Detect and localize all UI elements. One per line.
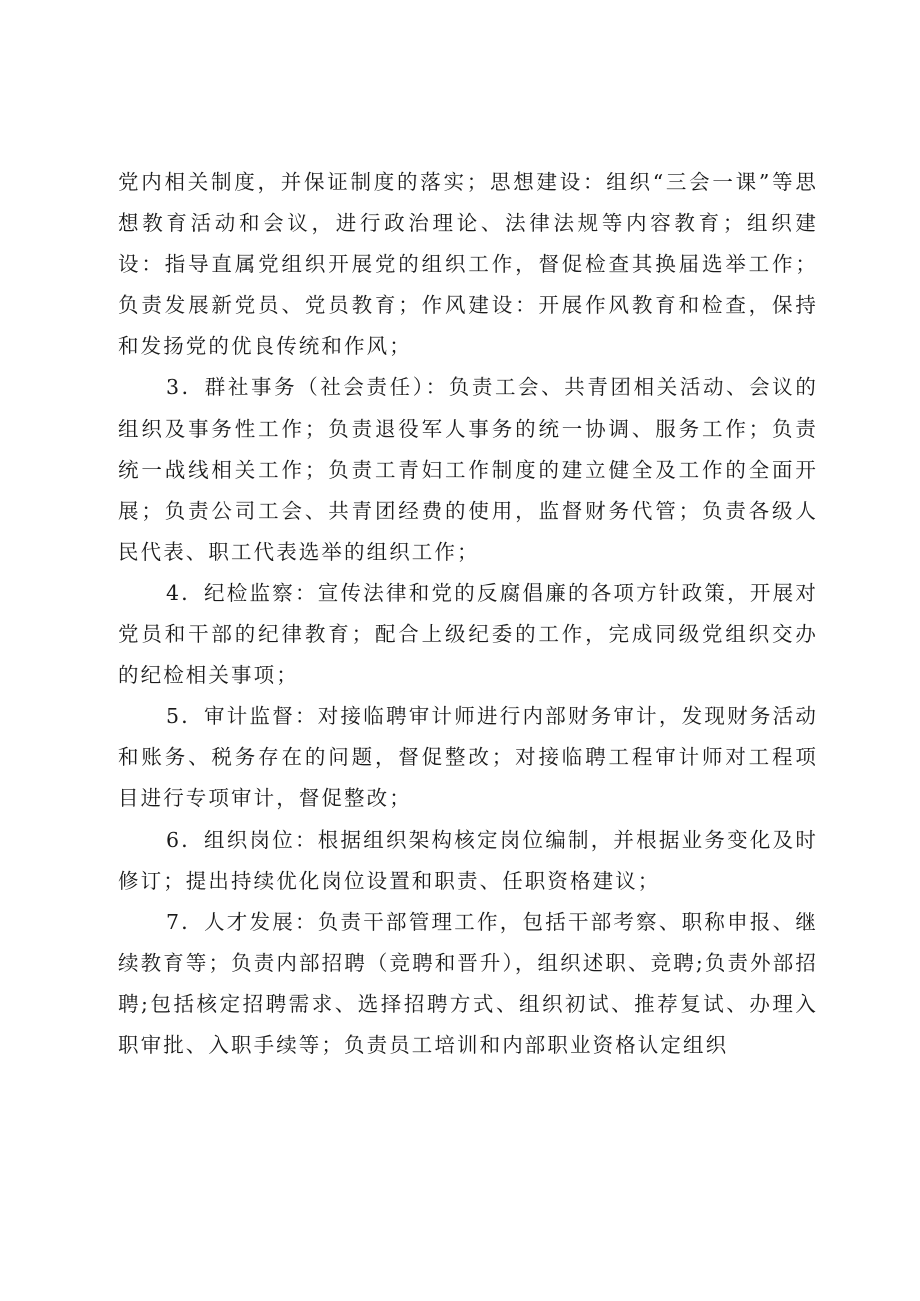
paragraph-item-6: 6．组织岗位：根据组织架构核定岗位编制，并根据业务变化及时修订；提出持续优化岗位设置和职责、任职资格建议； [118,827,818,893]
paragraph-item-3: 3．群社事务（社会责任）：负责工会、共青团相关活动、会议的组织及事务性工作；负责退役军人事务的统一协调、服务工作；负责统一战线相关工作；负责工青妇工作制度的建立健全及工作的全面开展；负责公司工会、共青团经费的使用，监督财务代管；负责各级人民代表、职工代表选举的组织工作； [118,375,818,564]
paragraph-item-7: 7．人才发展：负责干部管理工作，包括干部考察、职称申报、继续教育等；负责内部招聘（竞聘和晋升），组织述职、竞聘;负责外部招聘;包括核定招聘需求、选择招聘方式、组织初试、推荐复试、办理入职审批、入职手续等；负责员工培训和内部职业资格认定组织 [118,909,818,1057]
paragraph-continued: 党内相关制度，并保证制度的落实；思想建设：组织“三会一课”等思想教育活动和会议，进行政治理论、法律法规等内容教育；组织建设：指导直属党组织开展党的组织工作，督促检查其换届选举工作；负责发展新党员、党员教育；作风建设：开展作风教育和检查，保持和发扬党的优良传统和作风； [118,170,818,359]
body-text [118,162,818,1066]
paragraph-item-5: 5．审计监督：对接临聘审计师进行内部财务审计，发现财务活动和账务、税务存在的问题，督促整改；对接临聘工程审计师对工程项目进行专项审计，督促整改； [118,704,818,811]
paragraph-item-4: 4．纪检监察：宣传法律和党的反腐倡廉的各项方针政策，开展对党员和干部的纪律教育；配合上级纪委的工作，完成同级党组织交办的纪检相关事项； [118,580,818,688]
